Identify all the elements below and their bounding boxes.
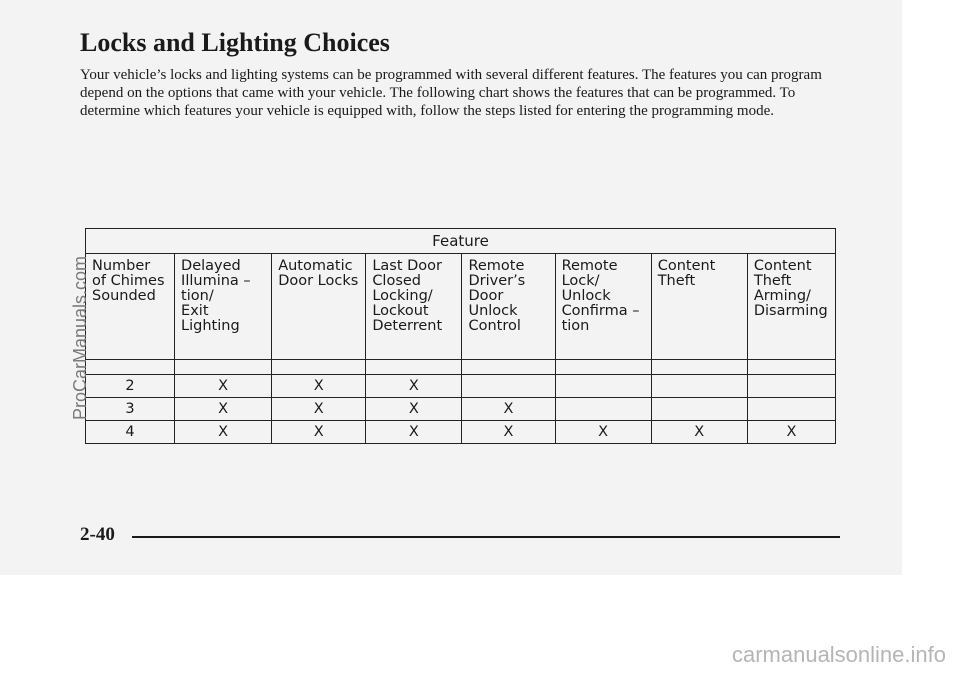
column-header: Automatic Door Locks: [272, 254, 366, 360]
site-watermark: [0, 642, 960, 675]
table-cell: [747, 398, 835, 421]
column-header: Content Theft Arming/ Disarming: [747, 254, 835, 360]
table-cell: X: [366, 398, 462, 421]
table-cell: [651, 375, 747, 398]
table-cell: [651, 398, 747, 421]
table-cell: 4: [86, 421, 175, 444]
table-cell: [555, 375, 651, 398]
table-cell: [555, 398, 651, 421]
table-cell: X: [175, 421, 272, 444]
column-header: Content Theft: [651, 254, 747, 360]
table-cell: X: [272, 421, 366, 444]
table-cell: [747, 375, 835, 398]
column-header: Last Door Closed Locking/ Lockout Deterrent: [366, 254, 462, 360]
site-watermark-text: carmanualsonline.info: [731, 642, 946, 667]
intro-paragraph: Your vehicle’s locks and lighting systems can be programmed with several different features. The features you can program depend on the options that came with your vehicle. The following chart shows the features that can be programmed. To determine which features your vehicle is equipped with, follow the steps listed for entering the programming mode.: [80, 67, 822, 119]
column-header: Remote Driver’s Door Unlock Control: [462, 254, 555, 360]
table-cell: X: [555, 421, 651, 444]
spacer-row: [86, 360, 836, 375]
column-header: Number of Chimes Sounded: [86, 254, 175, 360]
table-cell: X: [272, 398, 366, 421]
table-cell: X: [366, 421, 462, 444]
column-header: Remote Lock/ Unlock Confirma – tion: [555, 254, 651, 360]
footer-rule: [132, 536, 840, 538]
table-cell: X: [651, 421, 747, 444]
table-cell: 3: [86, 398, 175, 421]
feature-table: [85, 228, 836, 444]
column-header: Delayed Illumina – tion/ Exit Lighting: [175, 254, 272, 360]
table-cell: X: [175, 375, 272, 398]
table-row: [86, 375, 836, 398]
table-cell: X: [366, 375, 462, 398]
page-title: Locks and Lighting Choices: [80, 28, 390, 57]
table-cell: X: [462, 421, 555, 444]
table-cell: X: [175, 398, 272, 421]
table-cell: X: [462, 398, 555, 421]
feature-header: Feature: [86, 229, 836, 254]
page-footer: [80, 524, 840, 548]
table-cell: [462, 375, 555, 398]
table-cell: 2: [86, 375, 175, 398]
page-number: 2-40: [80, 524, 115, 545]
table-row: [86, 421, 836, 444]
table-row: [86, 398, 836, 421]
table-cell: X: [747, 421, 835, 444]
table-cell: X: [272, 375, 366, 398]
watermark-text: ProCarManuals.com: [70, 255, 90, 420]
